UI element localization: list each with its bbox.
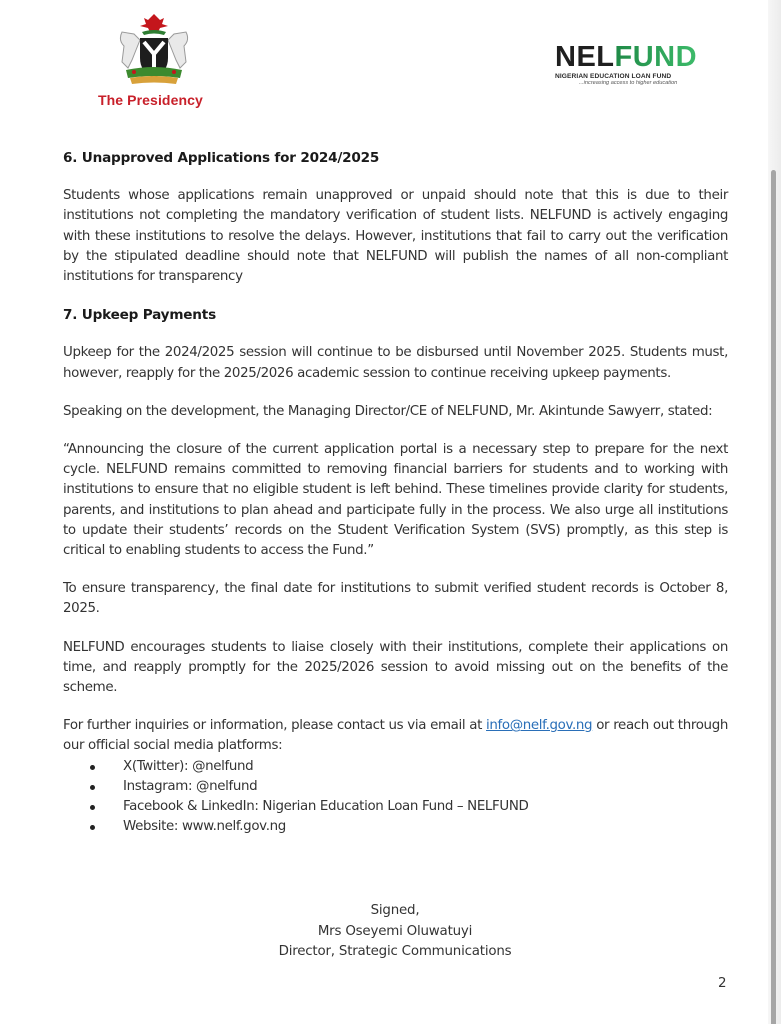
paragraph-md-quote: “Announcing the closure of the current application portal is a necessary step to prepare for the next cycle. NELFUND remains committed to removing financial barriers for students and to working with institutions to ensure that no eligible student is left behind. These timelines provide clarity for students, parents, and institutions to plan ahead and participate fully in the process. We also urge all institutions to update their students’ records on the Student Verification System (SVS) promptly, as this step is critical to enabling students to access the Fund.” [63, 442, 728, 559]
paragraph-upkeep-disbursement: Upkeep for the 2024/2025 session will continue to be disbursed until November 2025. Students must, however, reapply for the 2025/2026 academic session to continue receiving upkeep payments. [63, 345, 728, 381]
paragraph-verification-deadline: To ensure transparency, the final date for institutions to submit verified student records is October 8, 2025. [63, 581, 728, 617]
list-item-website: Website: www.nelf.gov.ng [123, 817, 728, 837]
email-link[interactable]: info@nelf.gov.ng [486, 718, 593, 734]
paragraph-unapproved-applications: Students whose applications remain unapproved or unpaid should note that this is due to their institutions not completing the mandatory verification of student lists. NELFUND is actively engaging with these institutions to resolve the delays. However, institutions that fail to carry out the verification by the stipulated deadline should note that NELFUND will publish the names of all non-compliant institutions for transparency [63, 188, 728, 285]
contact-text-after: or reach out through our official social media platforms: [63, 718, 728, 754]
nelfund-wordmark [555, 42, 715, 72]
signature-title: Director, Strategic Communications [278, 944, 512, 959]
list-item-instagram: Instagram: @nelfund [123, 777, 728, 797]
vertical-scrollbar[interactable] [768, 0, 781, 1024]
nelfund-wordmark-fund: FUND [614, 41, 698, 73]
list-item-twitter: X(Twitter): @nelfund [123, 757, 728, 777]
paragraph-contact [63, 716, 728, 756]
contact-text-before: For further inquiries or information, please contact us via email at [63, 718, 487, 734]
paragraph-encouragement: NELFUND encourages students to liaise closely with their institutions, complete their applications on time, and reapply promptly for the 2025/2026 session to avoid missing out on the benefits of the scheme. [63, 639, 728, 696]
section-heading-unapproved-applications: 6. Unapproved Applications for 2024/2025 [63, 150, 380, 166]
signature-name: Mrs Oseyemi Oluwatuyi [317, 923, 473, 939]
paragraph-md-statement-intro: Speaking on the development, the Managing Director/CE of NELFUND, Mr. Akintunde Sawyerr, stated: [63, 403, 713, 419]
nelfund-subtitle: NIGERIAN EDUCATION LOAN FUND [555, 73, 672, 80]
presidency-label: The Presidency [98, 92, 203, 108]
list-item-facebook-linkedin: Facebook & LinkedIn: Nigerian Education Loan Fund – NELFUND [123, 797, 728, 817]
nelfund-tagline: ...increasing access to higher education [579, 80, 678, 86]
nelfund-wordmark-nel: NEL [555, 41, 615, 73]
signature-signed: Signed, [370, 903, 420, 918]
nigeria-coat-of-arms-icon [108, 10, 200, 90]
section-heading-upkeep-payments: 7. Upkeep Payments [63, 307, 216, 324]
page-number: 2 [718, 976, 727, 991]
document-body [63, 148, 728, 837]
signature-block [245, 901, 545, 963]
scrollbar-thumb[interactable] [771, 170, 776, 1024]
nelfund-logo [555, 42, 715, 86]
social-media-list [63, 757, 728, 838]
